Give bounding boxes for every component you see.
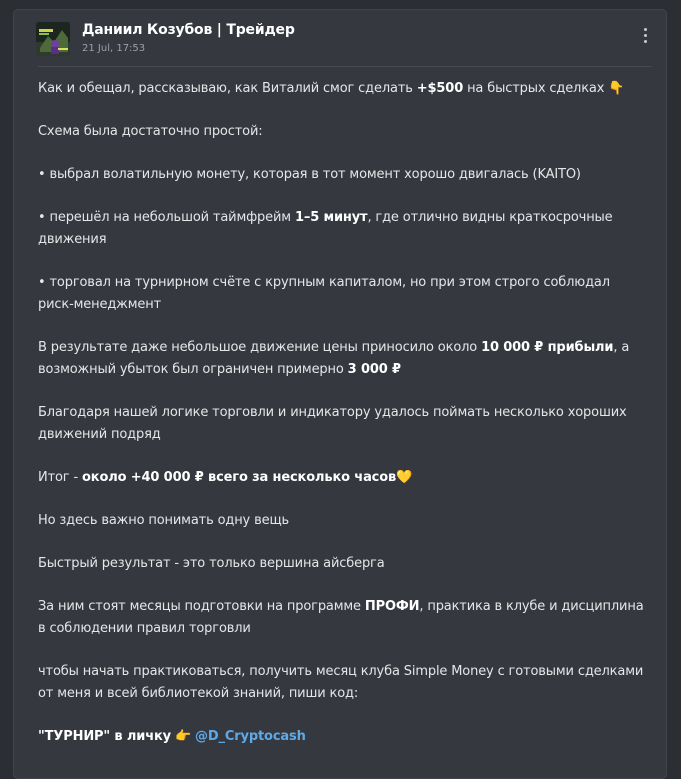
bold-text: 3 000 ₽ (347, 362, 401, 377)
post-date: 21 Jul, 17:53 (82, 43, 146, 54)
text: В результате даже небольшое движение цены приносило около (38, 340, 482, 355)
text: • перешёл на небольшой таймфрейм (38, 210, 295, 225)
paragraph (38, 467, 648, 489)
paragraph: чтобы начать практиковаться, получить месяц клуба Simple Money с готовыми сделками от меня и всей библиотекой знаний, пиши код: (38, 664, 644, 701)
paragraph: Схема была достаточно простой: (38, 124, 263, 139)
paragraph (38, 596, 648, 640)
post-card (13, 9, 667, 779)
text: , а возможный убыток был ограничен примерно (38, 340, 630, 377)
bold-text: 10 000 ₽ прибыли (481, 340, 614, 355)
bullet-item (38, 207, 648, 251)
post-header (36, 22, 652, 58)
more-vertical-icon[interactable] (638, 28, 652, 50)
bold-text: около +40 000 ₽ всего за несколько часов (82, 470, 397, 485)
paragraph (38, 78, 648, 100)
header-divider (38, 66, 652, 67)
paragraph (38, 726, 648, 748)
paragraph: Но здесь важно понимать одну вещь (38, 513, 290, 528)
bullet-item: • торговал на турнирном счёте с крупным капиталом, но при этом строго соблюдал риск-менеджмент (38, 275, 610, 312)
trader-avatar-icon[interactable] (36, 22, 70, 56)
post-body (38, 78, 648, 769)
pointing-right-icon: 👉 (174, 729, 192, 744)
paragraph: Быстрый результат - это только вершина айсберга (38, 556, 385, 571)
bullet-item: • выбрал волатильную монету, которая в тот момент хорошо двигалась (KAITO) (38, 167, 581, 182)
bold-text: ПРОФИ (364, 599, 420, 614)
paragraph (38, 337, 648, 381)
text: Итог - (38, 470, 82, 485)
text: , практика в клубе и дисциплина в соблюдении правил торговли (38, 599, 644, 636)
bold-text: 1–5 минут (294, 210, 368, 225)
mention-link[interactable]: @D_Cryptocash (195, 729, 306, 744)
text: , где отлично видны краткосрочные движения (38, 210, 613, 247)
text: Как и обещал, рассказываю, как Виталий смог сделать (38, 81, 417, 96)
paragraph: Благодаря нашей логике торговли и индикатору удалось поймать несколько хороших движений подряд (38, 405, 627, 442)
yellow-heart-icon: 💛 (396, 470, 413, 485)
pointing-down-icon: 👇 (608, 81, 625, 96)
bold-text: +$500 (416, 81, 464, 96)
author-name[interactable]: Даниил Козубов | Трейдер (82, 22, 295, 38)
text: на быстрых сделках (463, 81, 609, 96)
text: За ним стоят месяцы подготовки на программе (38, 599, 365, 614)
bold-text: "ТУРНИР" в личку (38, 729, 171, 744)
